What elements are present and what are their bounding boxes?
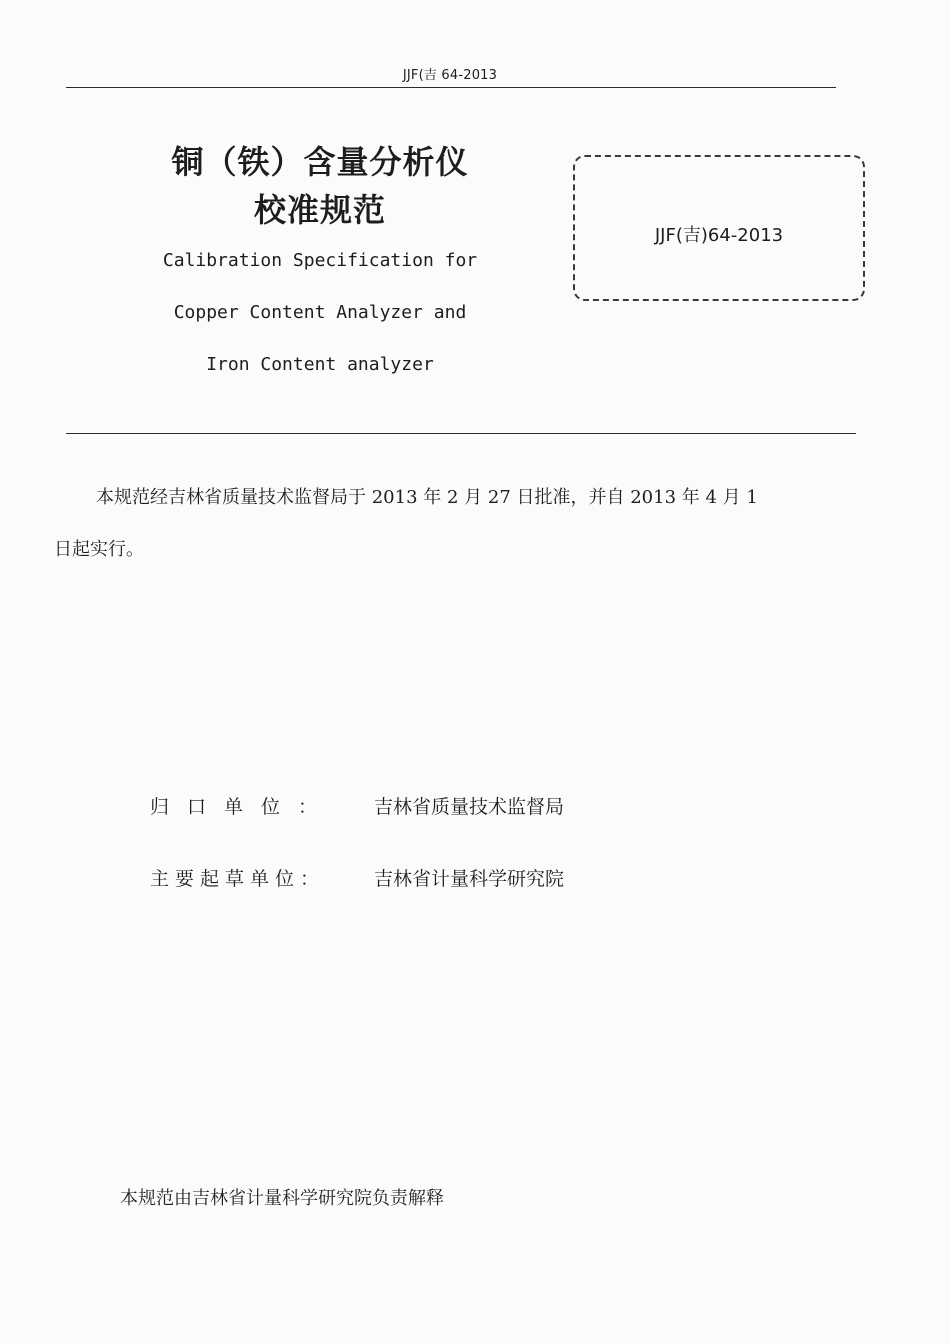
title-en-line3: Iron Content analyzer xyxy=(206,354,434,375)
title-cn-line1: 铜（铁）含量分析仪 xyxy=(171,143,469,181)
title-en-line2: Copper Content Analyzer and xyxy=(173,302,467,323)
responsible-unit-label: 归口单位： xyxy=(150,796,336,818)
header-code: JJF(吉 64-2013 xyxy=(402,68,498,83)
mid-rule xyxy=(66,433,856,434)
approval-text xyxy=(54,472,880,576)
code-box xyxy=(573,155,865,301)
interpretation-note: 本规范由吉林省计量科学研究院负责解释 xyxy=(120,1188,444,1209)
drafting-unit xyxy=(150,864,670,891)
title-block xyxy=(130,138,510,390)
drafting-unit-value: 吉林省计量科学研究院 xyxy=(374,868,565,890)
drafting-unit-label: 主要起草单位： xyxy=(150,868,326,890)
title-cn-line2: 校准规范 xyxy=(253,191,386,229)
approval-line2: 日起实行。 xyxy=(54,539,144,560)
approval-line1: 本规范经吉林省质量技术监督局于 2013 年 2 月 27 日批准，并自 2013 年 4 月 1 xyxy=(96,487,758,508)
header-rule xyxy=(66,87,836,88)
responsible-unit xyxy=(150,792,670,819)
title-en-line1: Calibration Specification for xyxy=(162,250,478,271)
code-box-text: JJF(吉)64-2013 xyxy=(654,225,784,246)
responsible-unit-value: 吉林省质量技术监督局 xyxy=(374,796,565,818)
